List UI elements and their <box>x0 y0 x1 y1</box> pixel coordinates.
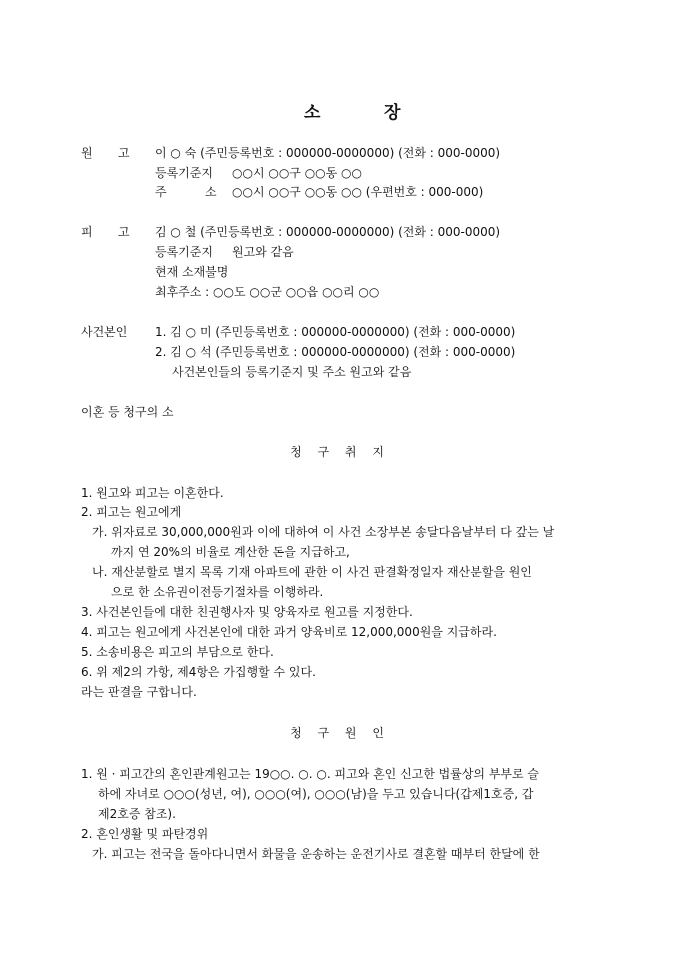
plaintiff-address-label-b: 소 <box>205 185 217 199</box>
plaintiff-address-label-a: 주 <box>155 185 167 199</box>
plaintiff-label-a: 원 <box>81 146 93 160</box>
claim-cause-item-1-line-3: 제2호증 참조). <box>98 807 176 821</box>
principal-item-2: 2. 김 ○ 석 (주민등록번호 : 000000-0000000) (전화 : 000-0000) <box>155 345 516 359</box>
claim-purpose-heading: 청 구 취 지 <box>290 445 390 459</box>
principals-label: 사건본인 <box>81 325 128 339</box>
defendant-label-a: 피 <box>81 225 93 239</box>
plaintiff-address-value: ○○시 ○○구 ○○동 ○○ (우편번호 : 000-000) <box>232 185 484 199</box>
defendant-last-address: 최후주소 : ○○도 ○○군 ○○읍 ○○리 ○○ <box>155 285 380 299</box>
claim-cause-item-1-line-2: 하에 자녀로 ○○○(성년, 여), ○○○(여), ○○○(남)을 두고 있습니다(갑제1호증, 갑 <box>98 787 534 801</box>
title-char-2: 장 <box>384 103 401 123</box>
defendant-domicile-value: 원고와 같음 <box>232 245 294 259</box>
plaintiff-domicile-label: 등록기준지 <box>155 166 213 180</box>
document-title <box>0 98 680 123</box>
claim-purpose-closing: 라는 판결을 구합니다. <box>81 685 197 699</box>
claim-purpose-item-2b-line-1: 나. 재산분할로 별지 목록 기재 아파트에 관한 이 사건 판결확정일자 재산분할을 원인 <box>92 565 532 579</box>
claim-cause-item-1-line-1: 1. 원 · 피고간의 혼인관계원고는 19○○. ○. ○. 피고와 혼인 신고한 법률상의 부부로 슬 <box>81 767 540 781</box>
defendant-line-1: 김 ○ 철 (주민등록번호 : 000000-0000000) (전화 : 000-0000) <box>155 225 501 239</box>
claim-purpose-item-2a-line-2: 까지 연 20%의 비율로 계산한 돈을 지급하고, <box>111 545 350 559</box>
defendant-label-b: 고 <box>118 225 130 239</box>
defendant-whereabouts: 현재 소재불명 <box>155 265 229 279</box>
case-title: 이혼 등 청구의 소 <box>81 405 174 419</box>
principals-note: 사건본인들의 등록기준지 및 주소 원고와 같음 <box>172 365 412 379</box>
plaintiff-label-b: 고 <box>118 146 130 160</box>
claim-purpose-item-5: 5. 소송비용은 피고의 부담으로 한다. <box>81 645 274 659</box>
claim-purpose-item-2b-line-2: 으로 한 소유권이전등기절차를 이행하라. <box>111 585 324 599</box>
claim-purpose-item-4: 4. 피고는 원고에게 사건본인에 대한 과거 양육비로 12,000,000원을 지급하라. <box>81 625 497 639</box>
claim-cause-item-2a-line-1: 가. 피고는 전국을 돌아다니면서 화물을 운송하는 운전기사로 결혼할 때부터 한달에 한 <box>92 847 540 861</box>
defendant-domicile-label: 등록기준지 <box>155 245 213 259</box>
claim-purpose-item-2a-line-1: 가. 위자료로 30,000,000원과 이에 대하여 이 사건 소장부본 송달다음날부터 다 갚는 날 <box>92 525 555 539</box>
plaintiff-line-1: 이 ○ 숙 (주민등록번호 : 000000-0000000) (전화 : 000-0000) <box>155 146 501 160</box>
claim-purpose-item-6: 6. 위 제2의 가항, 제4항은 가집행할 수 있다. <box>81 665 316 679</box>
claim-purpose-item-3: 3. 사건본인들에 대한 친권행사자 및 양육자로 원고를 지정한다. <box>81 605 413 619</box>
title-char-1: 소 <box>304 103 321 123</box>
plaintiff-domicile-value: ○○시 ○○구 ○○동 ○○ <box>232 166 362 180</box>
claim-purpose-item-2: 2. 피고는 원고에게 <box>81 505 182 519</box>
claim-purpose-item-1: 1. 원고와 피고는 이혼한다. <box>81 486 224 500</box>
claim-cause-item-2: 2. 혼인생활 및 파탄경위 <box>81 827 209 841</box>
claim-cause-heading: 청 구 원 인 <box>290 726 390 740</box>
principal-item-1: 1. 김 ○ 미 (주민등록번호 : 000000-0000000) (전화 : 000-0000) <box>155 325 516 339</box>
